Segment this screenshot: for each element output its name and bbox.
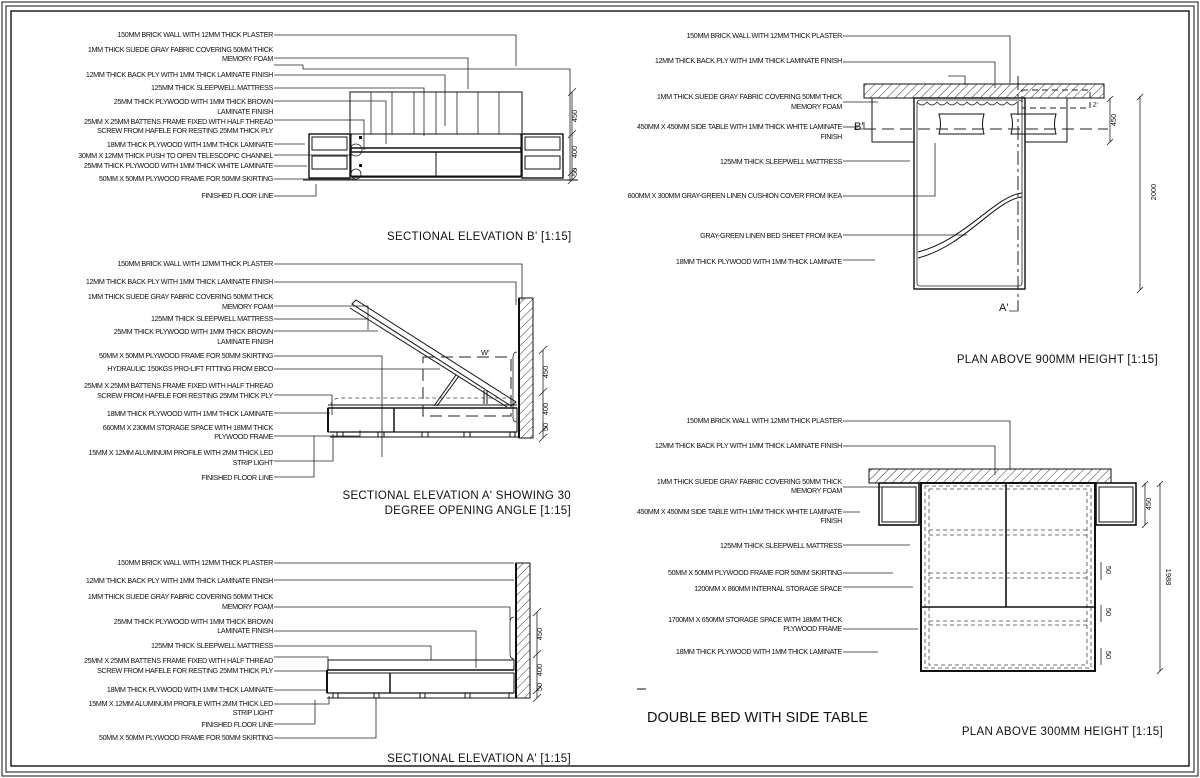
label: 150MM BRICK WALL WITH 12MM THICK PLASTER	[686, 31, 842, 40]
label: 50MM X 50MM PLYWOOD FRAME FOR 50MM SKIRTING	[99, 174, 273, 183]
label: HYDRAULIC 150KGS PRO-LIFT FITTING FROM EBCO	[107, 364, 273, 373]
label: 50MM X 50MM PLYWOOD FRAME FOR 50MM SKIRTING	[99, 351, 273, 360]
sectional-elevation-b	[78, 30, 579, 243]
elevation-b-leaders	[274, 35, 570, 196]
label: FINISHED FLOOR LINE	[201, 191, 273, 200]
label: 12MM THICK BACK PLY WITH 1MM THICK LAMINATE FINISH	[654, 441, 842, 450]
label: PLYWOOD FRAME	[214, 432, 273, 441]
label: 30MM X 12MM THICK PUSH TO OPEN TELESCOPIC CHANNEL	[78, 151, 273, 160]
label: FINISHED FLOOR LINE	[201, 720, 273, 729]
label: 1200MM X 860MM INTERNAL STORAGE SPACE	[694, 584, 842, 593]
label: 1MM THICK SUEDE GRAY FABRIC COVERING 50MM THICK	[87, 45, 273, 54]
plan-900-leaders	[843, 36, 1010, 260]
plan-900-labels	[628, 31, 843, 266]
label: 25MM THICK PLYWOOD WITH 1MM THICK BROWN	[113, 97, 273, 106]
label: 1MM THICK SUEDE GRAY FABRIC COVERING 50MM THICK	[656, 92, 842, 101]
side-table-right	[522, 134, 563, 178]
main-title: DOUBLE BED WITH SIDE TABLE	[647, 710, 869, 726]
label: STRIP LIGHT	[232, 708, 273, 717]
label: 18MM THICK PLYWOOD WITH 1MM THICK LAMINATE	[106, 685, 273, 694]
dim-450: 450	[535, 627, 544, 641]
label: 450MM X 450MM SIDE TABLE WITH 1MM THICK WHITE LAMINATE	[636, 507, 842, 516]
label: 25MM X 25MM BATTENS FRAME FIXED WITH HALF THREAD	[84, 381, 273, 390]
label: 15MM X 12MM ALUMINUIM PROFILE WITH 2MM THICK LED	[88, 699, 273, 708]
sectional-elevation-a	[84, 558, 571, 765]
label: 150MM BRICK WALL WITH 12MM THICK PLASTER	[117, 558, 273, 567]
label: 125MM THICK SLEEPWELL MATTRESS	[151, 83, 273, 92]
elevation-a-bed	[327, 563, 544, 702]
section-mark-a: A'	[999, 302, 1009, 314]
label: 25MM THICK PLYWOOD WITH 1MM THICK BROWN	[113, 327, 273, 336]
label: 15MM X 12MM ALUMINUIM PROFILE WITH 2MM THICK LED	[88, 448, 273, 457]
label: 1MM THICK SUEDE GRAY FABRIC COVERING 50MM THICK	[87, 592, 273, 601]
label: MEMORY FOAM	[791, 486, 842, 495]
label: 450MM X 450MM SIDE TABLE WITH 1MM THICK WHITE LAMINATE	[636, 122, 842, 131]
label: 125MM THICK SLEEPWELL MATTRESS	[151, 314, 273, 323]
label: SCREW FROM HAFELE FOR RESTING 25MM THICK PLY	[96, 126, 273, 135]
elevation-b-bed	[303, 88, 579, 184]
dim-50: 50	[1104, 565, 1113, 575]
label: 150MM BRICK WALL WITH 12MM THICK PLASTER	[117, 30, 273, 39]
label: 18MM THICK PLYWOOD WITH 1MM THICK LAMINATE	[106, 409, 273, 418]
label: GRAY-GREEN LINEN BED SHEET FROM IKEA	[700, 231, 842, 240]
plan-300-leaders	[843, 421, 1010, 652]
label: 150MM BRICK WALL WITH 12MM THICK PLASTER	[686, 416, 842, 425]
plan-above-900mm	[628, 31, 1158, 366]
plan-300-labels	[637, 416, 843, 656]
view-title-line1: SECTIONAL ELEVATION A' SHOWING 30	[342, 490, 571, 502]
dim-50: 50	[541, 422, 550, 432]
elevation-b-labels	[78, 30, 274, 200]
view-title: SECTIONAL ELEVATION A' [1:15]	[387, 753, 571, 765]
label: MEMORY FOAM	[222, 602, 273, 611]
label: 12MM THICK BACK PLY WITH 1MM THICK LAMINATE FINISH	[654, 56, 842, 65]
label: MEMORY FOAM	[222, 302, 273, 311]
label: SCREW FROM HAFELE FOR RESTING 25MM THICK PLY	[96, 666, 273, 675]
section-mark-w: W'	[481, 348, 490, 357]
dim-2000: 2000	[1149, 183, 1158, 201]
section-mark-z: Z'	[1093, 103, 1098, 109]
dim-50: 50	[570, 167, 579, 177]
dim-450: 450	[541, 365, 550, 379]
dim-400: 400	[541, 402, 550, 416]
label: 125MM THICK SLEEPWELL MATTRESS	[720, 157, 842, 166]
label: 50MM X 50MM PLYWOOD FRAME FOR 50MM SKIRTING	[99, 733, 273, 742]
label: STRIP LIGHT	[232, 458, 273, 467]
dim-450: 450	[1109, 113, 1118, 127]
dim-50: 50	[1104, 650, 1113, 660]
label: MEMORY FOAM	[222, 54, 273, 63]
label: 25MM X 25MM BATTENS FRAME FIXED WITH HALF THREAD	[84, 656, 273, 665]
plan-above-300mm	[637, 416, 1173, 738]
elevation-a-leaders	[274, 563, 514, 738]
label: 125MM THICK SLEEPWELL MATTRESS	[151, 641, 273, 650]
label: LAMINATE FINISH	[217, 107, 273, 116]
sectional-elevation-a-open	[84, 259, 571, 517]
label: FINISHED FLOOR LINE	[201, 473, 273, 482]
view-title: SECTIONAL ELEVATION B' [1:15]	[387, 231, 572, 243]
label: 1MM THICK SUEDE GRAY FABRIC COVERING 50MM THICK	[87, 292, 273, 301]
label: 600MM X 300MM GRAY-GREEN LINEN CUSHION COVER FROM IKEA	[627, 191, 842, 200]
side-table-left	[309, 134, 350, 178]
label: 660MM X 230MM STORAGE SPACE WITH 18MM THICK	[102, 423, 273, 432]
label: 18MM THICK PLYWOOD WITH 1MM THICK LAMINATE	[106, 140, 273, 149]
label: 18MM THICK PLYWOOD WITH 1MM THICK LAMINATE	[675, 257, 842, 266]
plan-300-dimensions	[1101, 481, 1163, 674]
label: 1MM THICK SUEDE GRAY FABRIC COVERING 50MM THICK	[656, 477, 842, 486]
dim-400: 400	[535, 663, 544, 677]
dim-450: 450	[1144, 497, 1153, 511]
dim-50: 50	[535, 682, 544, 692]
label: 1700MM X 650MM STORAGE SPACE WITH 18MM THICK	[668, 615, 842, 624]
view-title-line2: DEGREE OPENING ANGLE [1:15]	[384, 505, 571, 517]
elevation-a-labels	[84, 558, 274, 742]
label: 125MM THICK SLEEPWELL MATTRESS	[720, 541, 842, 550]
label: 25MM THICK PLYWOOD WITH 1MM THICK WHITE LAMINATE	[83, 161, 273, 170]
label: 150MM BRICK WALL WITH 12MM THICK PLASTER	[117, 259, 273, 268]
elevation-a-open-bed	[328, 298, 550, 442]
label: 18MM THICK PLYWOOD WITH 1MM THICK LAMINATE	[675, 647, 842, 656]
dim-1988: 1988	[1164, 568, 1173, 586]
label: 25MM X 25MM BATTENS FRAME FIXED WITH HALF THREAD	[84, 117, 273, 126]
elevation-a-open-labels	[84, 259, 274, 482]
label: SCREW FROM HAFELE FOR RESTING 25MM THICK PLY	[96, 391, 273, 400]
section-mark-b: B'	[854, 121, 864, 133]
label: 12MM THICK BACK PLY WITH 1MM THICK LAMINATE FINISH	[85, 277, 273, 286]
label: PLYWOOD FRAME	[783, 624, 842, 633]
elevation-a-open-leaders	[274, 264, 522, 477]
label: 25MM THICK PLYWOOD WITH 1MM THICK BROWN	[113, 617, 273, 626]
label: LAMINATE FINISH	[217, 337, 273, 346]
dim-400: 400	[570, 145, 579, 159]
plan-900-bed	[854, 76, 1158, 314]
view-title: PLAN ABOVE 900MM HEIGHT [1:15]	[956, 354, 1158, 366]
view-title: PLAN ABOVE 300MM HEIGHT [1:15]	[961, 726, 1163, 738]
label: FINISH	[820, 132, 842, 141]
label: FINISH	[820, 516, 842, 525]
plan-300-bed	[869, 469, 1173, 674]
dim-450: 450	[570, 109, 579, 123]
label: MEMORY FOAM	[791, 102, 842, 111]
label: 12MM THICK BACK PLY WITH 1MM THICK LAMINATE FINISH	[85, 70, 273, 79]
label: 12MM THICK BACK PLY WITH 1MM THICK LAMINATE FINISH	[85, 576, 273, 585]
label: 50MM X 50MM PLYWOOD FRAME FOR 50MM SKIRTING	[668, 568, 842, 577]
label: LAMINATE FINISH	[217, 626, 273, 635]
dim-50: 50	[1104, 607, 1113, 617]
